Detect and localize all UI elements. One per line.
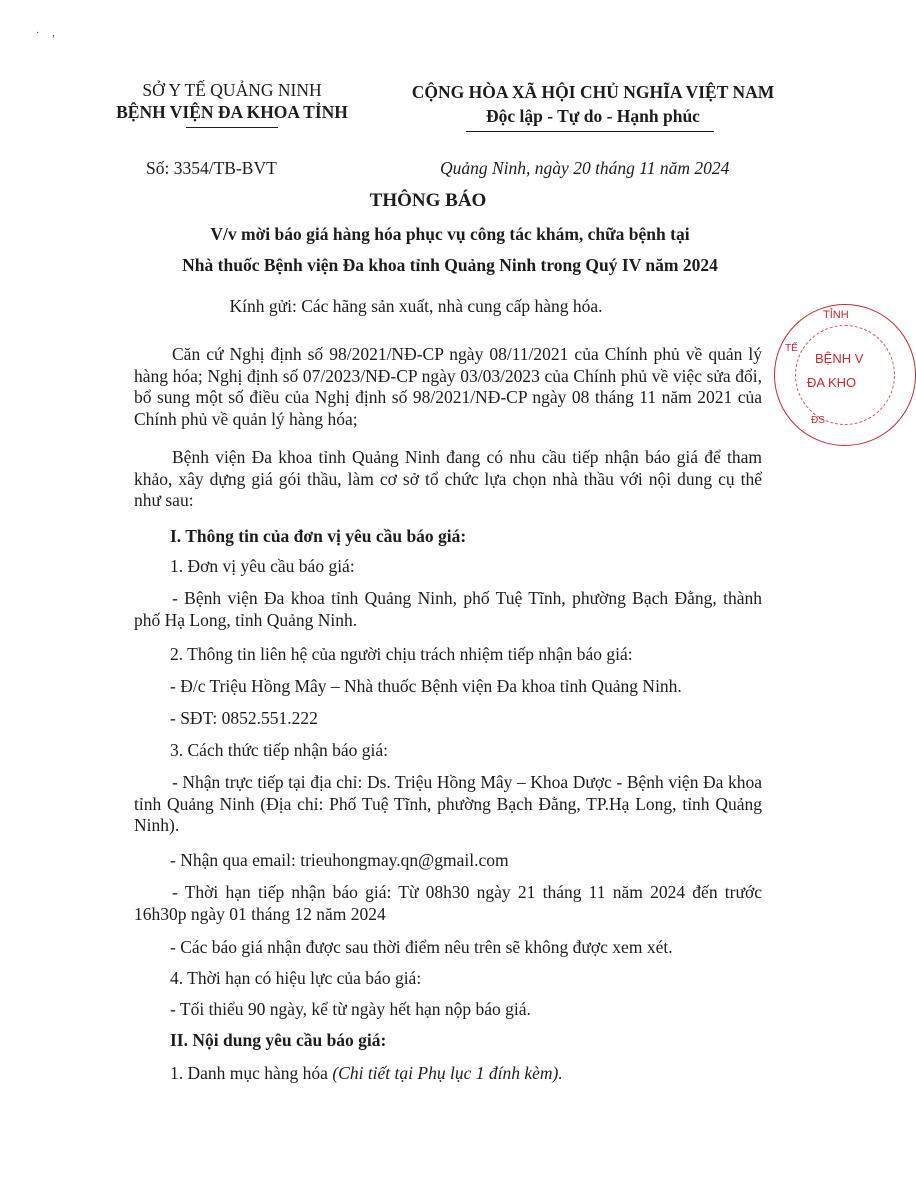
- national-motto: Độc lập - Tự do - Hạnh phúc: [486, 106, 700, 126]
- section-1-heading: I. Thông tin của đơn vị yêu cầu báo giá:: [170, 526, 467, 546]
- seal-text-top: TỈNH: [823, 309, 849, 321]
- legal-basis-paragraph: Căn cứ Nghị định số 98/2021/NĐ-CP ngày 08/11/2021 của Chính phủ về quản lý hàng hóa; Nghị định số 07/2023/NĐ-CP ngày 03/03/2023 của Chính phủ về việc sửa đổi, bổ sung một số điều của Nghị định số 98/2021/NĐ-CP ngày 08 tháng 11 năm 2021 của Chính phủ về quản lý hàng hóa;: [134, 344, 762, 429]
- recipient-line: Kính gửi: Các hãng sản xuất, nhà cung cấp hàng hóa.: [229, 296, 603, 316]
- document-title: THÔNG BÁO: [369, 190, 487, 211]
- hospital-name: BỆNH VIỆN ĐA KHOA TỈNH: [116, 102, 348, 122]
- seal-text-line1: BỆNH V: [815, 351, 864, 366]
- document-subject-line1: V/v mời báo giá hàng hóa phục vụ công tác khám, chữa bệnh tại: [210, 224, 690, 244]
- seal-text-bottom: ĐS: [811, 415, 825, 426]
- receive-deadline: - Thời hạn tiếp nhận báo giá: Từ 08h30 ngày 21 tháng 11 năm 2024 đến trước 16h30p ngày 01 tháng 12 năm 2024: [134, 882, 762, 924]
- section-1-item-3-title: 3. Cách thức tiếp nhận báo giá:: [170, 740, 388, 760]
- section-2-heading: II. Nội dung yêu cầu báo giá:: [170, 1030, 387, 1050]
- contact-person: - Đ/c Triệu Hồng Mây – Nhà thuốc Bệnh viện Đa khoa tỉnh Quảng Ninh.: [170, 676, 682, 696]
- official-seal-stamp: [774, 304, 916, 446]
- validity-period: - Tối thiểu 90 ngày, kể từ ngày hết hạn nộp báo giá.: [170, 999, 531, 1019]
- receive-email: - Nhận qua email: trieuhongmay.qn@gmail.com: [170, 850, 509, 870]
- intro-paragraph: Bệnh viện Đa khoa tỉnh Quảng Ninh đang có nhu cầu tiếp nhận báo giá để tham khảo, xây dựng giá gói thầu, làm cơ sở tổ chức lựa chọn nhà thầu với nội dung cụ thể như sau:: [134, 447, 762, 510]
- place-date: Quảng Ninh, ngày 20 tháng 11 năm 2024: [440, 158, 730, 178]
- receive-direct-address: - Nhận trực tiếp tại địa chỉ: Ds. Triệu Hồng Mây – Khoa Dược - Bệnh viện Đa khoa tỉnh Quảng Ninh (Địa chỉ: Phố Tuệ Tĩnh, phường Bạch Đằng, TP.Hạ Long, tỉnh Quảng Ninh).: [134, 772, 762, 835]
- seal-text-left: TẾ: [785, 343, 798, 354]
- section-1-item-1-title: 1. Đơn vị yêu cầu báo giá:: [170, 556, 355, 576]
- late-submission-note: - Các báo giá nhận được sau thời điểm nêu trên sẽ không được xem xét.: [170, 937, 673, 957]
- section-1-item-2-title: 2. Thông tin liên hệ của người chịu trách nhiệm tiếp nhận báo giá:: [170, 644, 633, 664]
- document-number: Số: 3354/TB-BVT: [146, 158, 277, 178]
- contact-phone: - SĐT: 0852.551.222: [170, 708, 318, 728]
- section-1-item-1-text: - Bệnh viện Đa khoa tỉnh Quảng Ninh, phố Tuệ Tĩnh, phường Bạch Đằng, thành phố Hạ Long, tỉnh Quảng Ninh.: [134, 588, 762, 630]
- section-2-item-1: [170, 1063, 563, 1084]
- motto-underline: [466, 131, 714, 132]
- agency-underline: [186, 127, 278, 128]
- seal-text-line2: ĐA KHO: [807, 375, 857, 390]
- section-2-item-1-label: 1. Danh mục hàng hóa: [170, 1063, 333, 1083]
- appendix-reference: (Chi tiết tại Phụ lục 1 đính kèm).: [332, 1063, 563, 1083]
- agency-name: SỞ Y TẾ QUẢNG NINH: [142, 80, 322, 100]
- document-subject-line2: Nhà thuốc Bệnh viện Đa khoa tỉnh Quảng Ninh trong Quý IV năm 2024: [182, 255, 718, 275]
- national-title: CỘNG HÒA XÃ HỘI CHỦ NGHĨA VIỆT NAM: [411, 82, 775, 102]
- section-1-item-4-title: 4. Thời hạn có hiệu lực của báo giá:: [170, 968, 422, 988]
- scan-speck: · ‚: [36, 28, 56, 39]
